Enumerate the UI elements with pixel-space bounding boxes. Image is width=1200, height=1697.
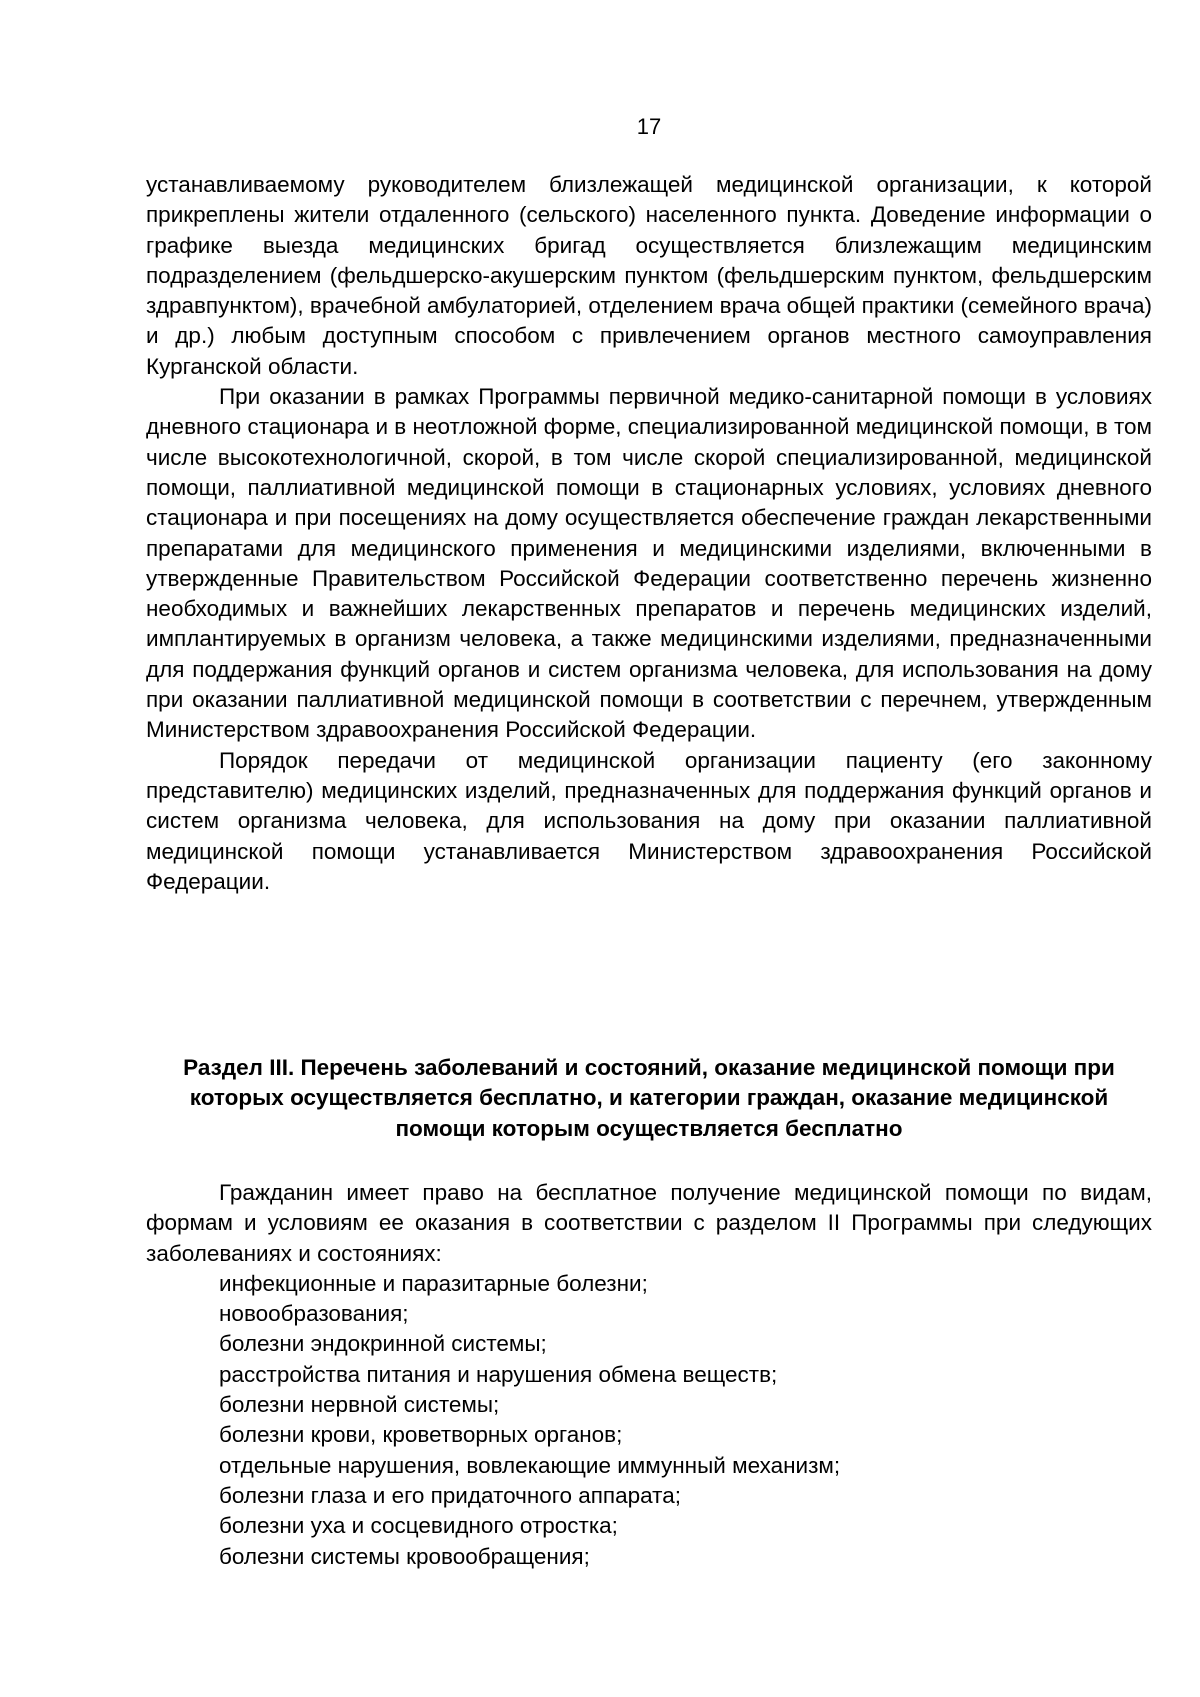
paragraph-continuation: устанавливаемому руководителем близлежащей медицинской организации, к которой прикреплены жители отдаленного (сельского) населенного пункта. Доведение информации о графике выезда медицинских бригад осуществляется близлежащим медицинским подразделением (фельдшерско-акушерским пунктом (фельдшерским пунктом, фельдшерским здравпунктом), врачебной амбулаторией, отделением врача общей практики (семейного врача) и др.) любым доступным способом с привлечением органов местного самоуправления Курганской области. (146, 172, 1152, 379)
list-item: болезни эндокринной системы; (219, 1331, 547, 1357)
paragraph-medication-provision: При оказании в рамках Программы первичной медико-санитарной помощи в условиях дневного стационара и в неотложной форме, специализированной медицинской помощи, в том числе высокотехнологичной, скорой, в том числе скорой специализированной, медицинской помощи, паллиативной медицинской помощи в стационарных условиях, условиях дневного стационара и при посещениях на дому осуществляется обеспечение граждан лекарственными препаратами для медицинского применения и медицинскими изделиями, включенными в утвержденные Правительством Российской Федерации соответственно перечень жизненно необходимых и важнейших лекарственных препаратов и перечень медицинских изделий, имплантируемых в организм человека, а также медицинскими изделиями, предназначенными для поддержания функций органов и систем организма человека, для использования на дому при оказании паллиативной медицинской помощи в соответствии с перечнем, утвержденным Министерством здравоохранения Российской Федерации. (146, 384, 1152, 743)
body-text-top (146, 170, 1152, 897)
list-item: болезни уха и сосцевидного отростка; (219, 1513, 618, 1539)
list-item: болезни глаза и его придаточного аппарата; (219, 1482, 681, 1508)
page-number: 17 (636, 114, 662, 139)
disease-list (146, 1269, 1152, 1572)
paragraph-device-transfer: Порядок передачи от медицинской организации пациенту (его законному представителю) медицинских изделий, предназначенных для поддержания функций органов и систем организма человека, для использования на дому при оказании паллиативной медицинской помощи устанавливается Министерством здравоохранения Российской Федерации. (146, 747, 1152, 894)
list-item: расстройства питания и нарушения обмена веществ; (219, 1361, 778, 1387)
section-heading: Раздел III. Перечень заболеваний и состояний, оказание медицинской помощи при которых осуществляется бесплатно, и категории граждан, оказание медицинской помощи которым осуществляется бесплатно (183, 1055, 1115, 1141)
section-body (146, 1178, 1152, 1572)
section-intro-paragraph: Гражданин имеет право на бесплатное получение медицинской помощи по видам, формам и условиям ее оказания в соответствии с разделом II Программы при следующих заболеваниях и состояниях: (146, 1180, 1152, 1266)
list-item: болезни нервной системы; (219, 1392, 500, 1418)
list-item: болезни крови, кроветворных органов; (219, 1422, 623, 1448)
list-item: отдельные нарушения, вовлекающие иммунный механизм; (219, 1452, 841, 1478)
list-item: болезни системы кровообращения; (219, 1543, 590, 1569)
list-item: инфекционные и паразитарные болезни; (219, 1270, 648, 1296)
list-item: новообразования; (219, 1301, 409, 1327)
